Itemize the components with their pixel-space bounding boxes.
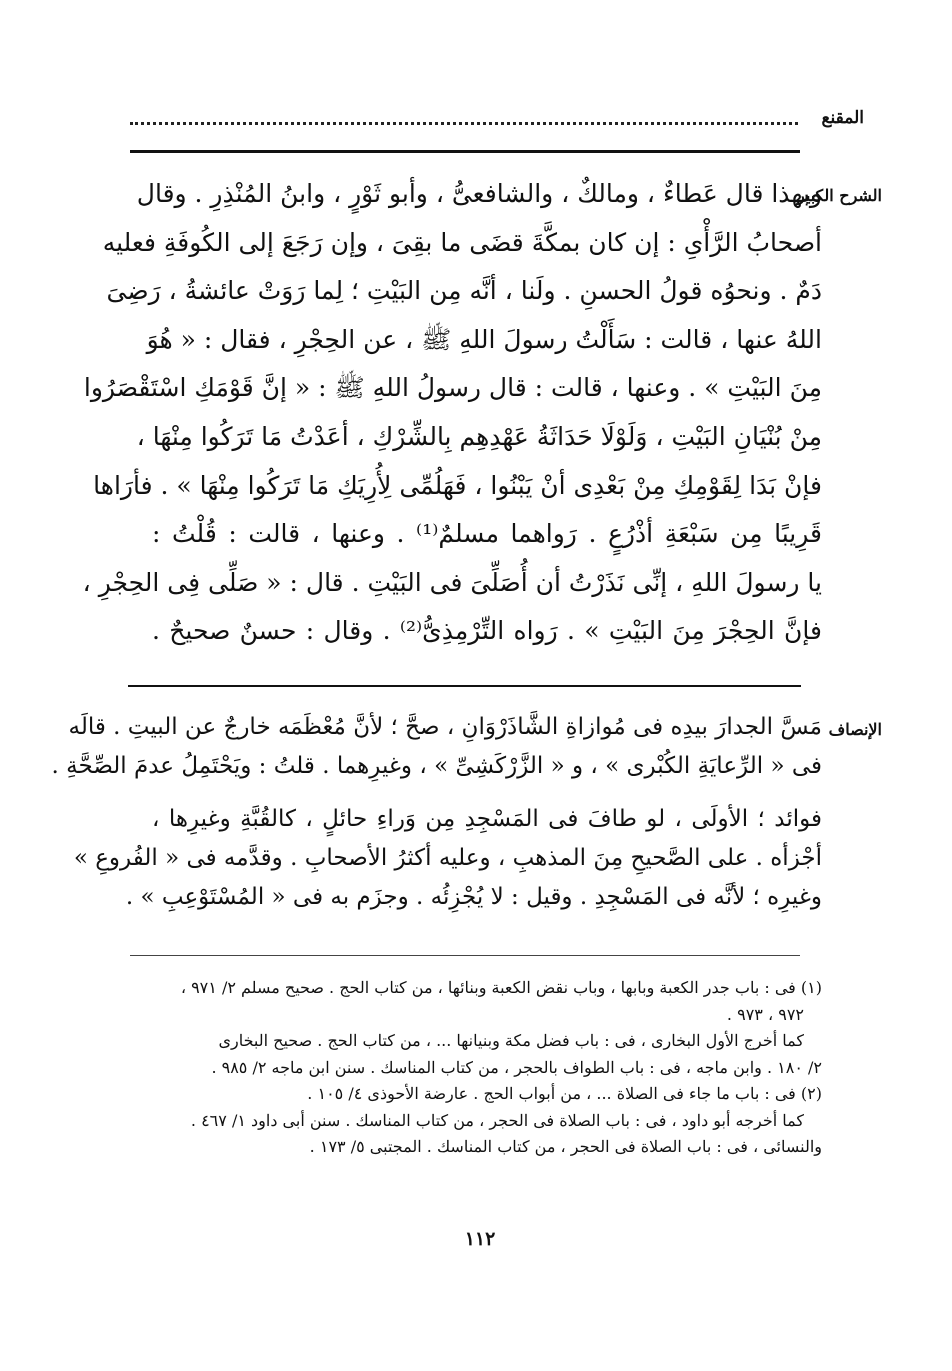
footnote-rule <box>130 955 800 956</box>
footnote-line: (٢) فى : باب ما جاء فى الصلاة ... ، من أبواب الحج . عارضة الأحوذى ٤/ ١٠٥ . <box>307 1084 822 1103</box>
footnote-line: ٩٧٢ ، ٩٧٣ . <box>726 1004 804 1024</box>
paragraph-gap <box>152 786 822 800</box>
insaf-line: مَسَّ الجدارَ بيدِه فى مُوازاةِ الشَّاذَرْوَانِ ، صحَّ ؛ لأنَّ مُعْظَمَه خارجٌ عن البيتِ . قالَه <box>68 714 822 740</box>
sharh-line: مِنَ البَيْتِ » . وعنها ، قالت : قال رسولُ اللهِ ﷺ : « إنَّ قَوْمَكِ اسْتَقْصَرُوا <box>83 373 822 403</box>
sharh-line: وبهذا قال عَطاءٌ ، ومالكٌ ، والشافعىُّ ، وأبو ثَوْرٍ ، وابنُ المُنْذِرِ . وقال <box>136 179 822 208</box>
insaf-line: وغيرِه ؛ لأنَّه فى المَسْجِدِ . وقيل : لا يُجْزِئُه . وجزَم به فى « المُسْتَوْعِبِ » . <box>125 884 822 910</box>
insaf-line: أجْزأه . على الصَّحيحِ مِنَ المذهبِ ، وعليه أكثرُ الأصحابِ . وقدَّمه فى « الفُروعِ » <box>73 845 822 871</box>
page-number: ١١٢ <box>464 1228 496 1250</box>
sharh-line: يا رسولَ اللهِ ، إنِّى نَذَرْتُ أن أُصَلِّىَ فى البَيْتِ . قال : « صَلِّى فِى الحِجْرِ ، <box>82 567 822 597</box>
sharh-line: فإنْ بَدَا لِقَوْمِكِ مِنْ بَعْدِى أنْ يَبْنُوا ، فَهَلُمِّى لِأُرِيَكِ مَا تَرَكُوا مِنْهَا » . فأرَاها <box>93 470 822 500</box>
footnote-line: (١) فى : باب جدر الكعبة وبابها ، وباب نقض الكعبة وبنائها ، من كتاب الحج . صحيح مسلم ٢/ ٩٧١ ، <box>180 978 822 997</box>
dotted-rule <box>130 122 798 125</box>
sharh-line: أصحابُ الرَّأْىِ : إن كان بمكَّةَ قضَى ما بقِىَ ، وإن رَجَعَ إلى الكُوفَةِ فعليه <box>102 227 822 257</box>
sharh-line: قَرِيبًا مِن سَبْعَةِ أذْرُعٍ . رَواهما مسلمٌ⁽¹⁾ . وعنها ، قالت : قُلْتُ : <box>152 519 822 549</box>
sharh-line: مِنْ بُنْيَانِ البَيْتِ ، وَلَوْلَا حَدَاثَةُ عَهْدِهِم بِالشِّرْكِ ، أعَدْتُ مَا تَرَكُوا مِنْهَا ، <box>136 421 822 451</box>
footnote-line: كما أخرج الأول البخارى ، فى : باب فضل مكة وبنيانها ... ، من كتاب الحج . صحيح البخارى <box>218 1031 804 1050</box>
insaf-label: الإنصاف <box>828 720 882 739</box>
sharh-line: اللهُ عنها ، قالت : سَأَلْتُ رسولَ اللهِ ﷺ ، عن الحِجْرِ ، فقال : « هُوَ <box>146 324 822 354</box>
footnote-line: والنسائى ، فى : باب الصلاة فى الحجر ، من كتاب المناسك . المجتبى ٥/ ١٧٣ . <box>309 1137 822 1156</box>
footnote-line: ٢/ ١٨٠ . وابن ماجه ، فى : باب الطواف بالحجر ، من كتاب المناسك . سنن ابن ماجه ٢/ ٩٨٥ . <box>211 1057 822 1077</box>
running-title: المقنع <box>821 108 864 128</box>
footnotes <box>152 975 822 1161</box>
sharh-line: فإنَّ الحِجْرَ مِنَ البَيْتِ » . رَواه التِّرْمِذِىُّ⁽²⁾ . وقال : حسنٌ صحيحٌ . <box>152 616 822 646</box>
header-rule <box>130 150 800 153</box>
insaf-line: فوائد ؛ الأولَى ، لو طافَ فى المَسْجِدِ مِن وَراءِ حائلٍ ، كالقُبَّةِ وغيرِها ، <box>152 806 822 832</box>
insaf-line: فى « الرِّعايَةِ الكُبْرى » ، و « الزَّرْكَشِىِّ » ، وغيرِهما . قلتُ : ويَحْتَمِلُ عدمَ الصِّحَّةِ . <box>51 753 822 779</box>
insaf-text <box>51 708 822 917</box>
section-rule <box>128 685 801 687</box>
sharh-line: دَمٌ . ونحوُه قولُ الحسنِ . ولَنا ، أنَّه مِن البَيْتِ ؛ لِما رَوَتْ عائشةُ ، رَضِىَ <box>106 276 822 306</box>
sharh-text <box>82 170 822 656</box>
sharh-label: الشرح الكبير <box>797 186 882 205</box>
footnote-line: كما أخرجه أبو داود ، فى : باب الصلاة فى الحجر ، من كتاب المناسك . سنن أبى داود ١/ ٤٦٧ . <box>190 1110 804 1130</box>
